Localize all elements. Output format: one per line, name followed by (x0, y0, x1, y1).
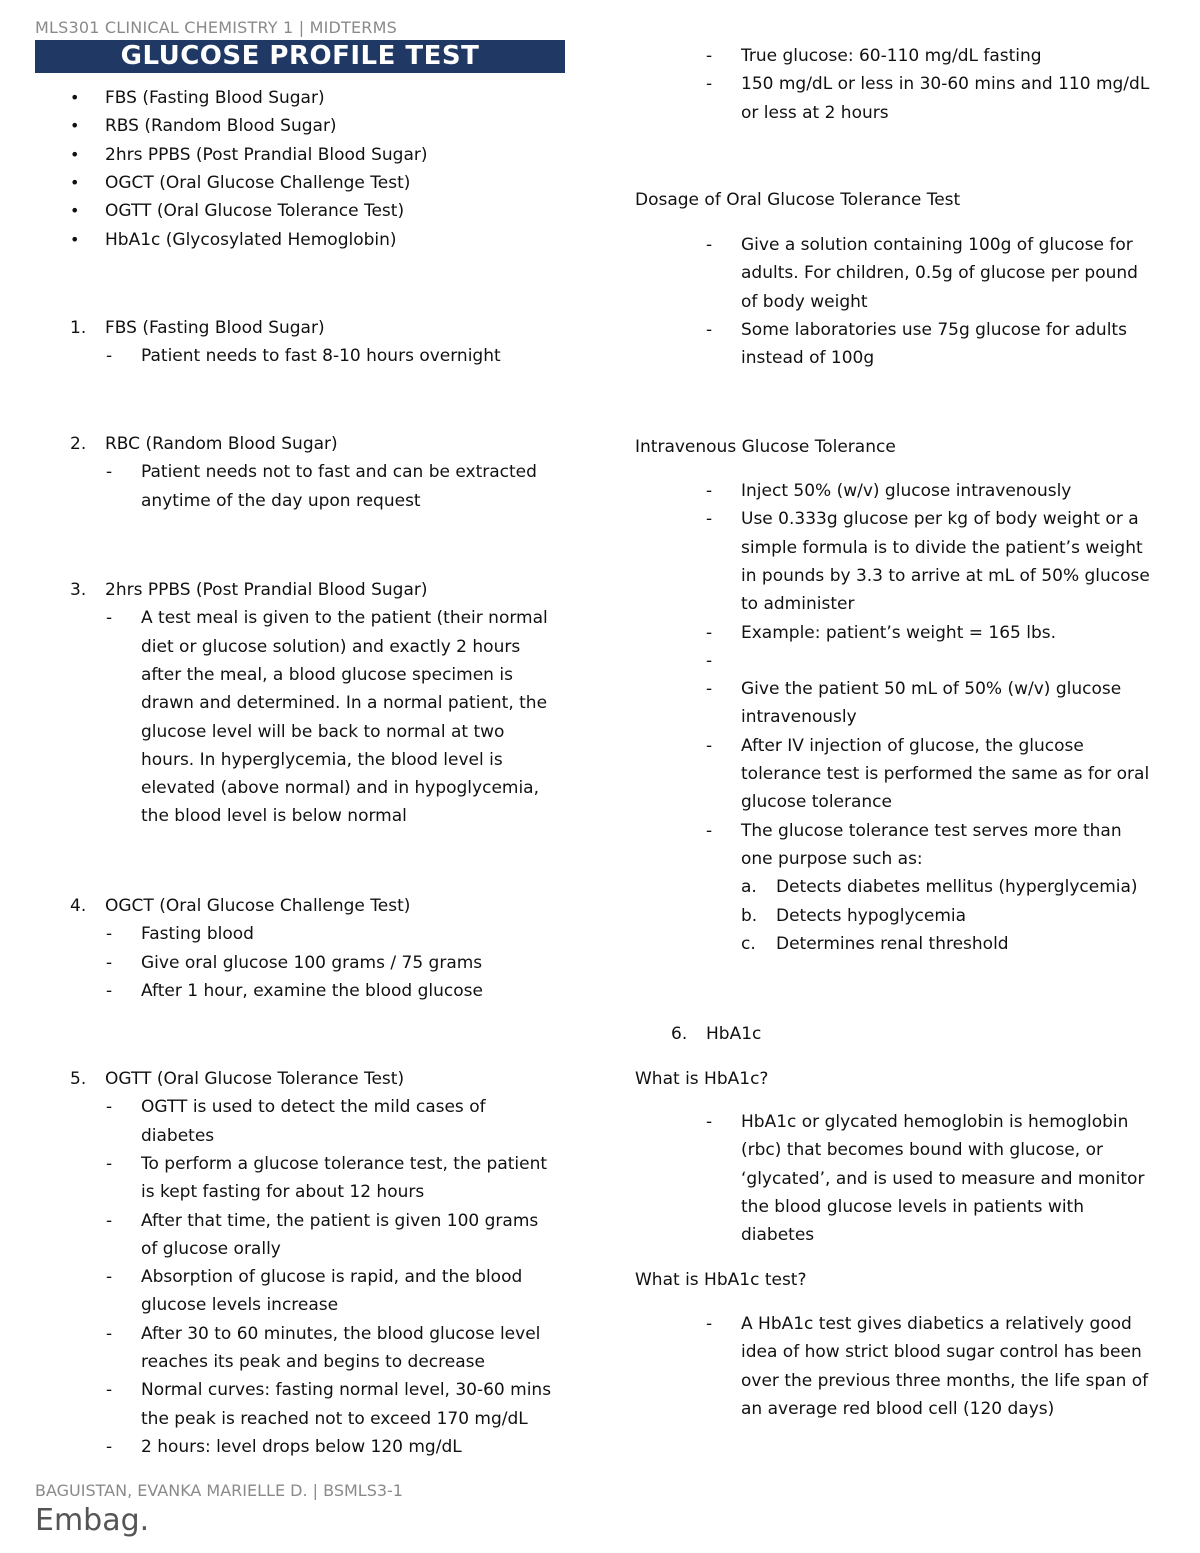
ogtt-values-item-text: True glucose: 60-110 mg/dL fasting (741, 46, 1042, 66)
iv-item-text: Give the patient 50 mL of 50% (w/v) glucose (741, 679, 1122, 700)
ppbs-item-text: A test meal is given to the patient (their normal (141, 608, 548, 629)
hba1c-answer-item-text: (rbc) that becomes bound with glucose, or (741, 1140, 1103, 1161)
dash-marker: - (106, 1210, 113, 1231)
ogct-item-text: Fasting blood (141, 924, 254, 945)
ppbs-item-text: after the meal, a blood glucose specimen is (141, 664, 513, 685)
iv-item-text: tolerance test is performed the same as for oral (741, 764, 1150, 784)
iv-item-text: Use 0.333g glucose per kg of body weight or a (741, 509, 1139, 530)
rbs-item-text: anytime of the day upon request (141, 490, 421, 511)
dash-marker: - (706, 235, 713, 255)
dosage-item-text: of body weight (741, 291, 868, 312)
iv-item-text: After IV injection of glucose, the glucose (741, 735, 1084, 756)
dash-marker: - (706, 481, 713, 501)
dash-marker: - (706, 1314, 713, 1334)
dash-marker: - (106, 924, 113, 945)
ogct-item-text: After 1 hour, examine the blood glucose (141, 980, 483, 1001)
hba1c-answer-item-text: the blood glucose levels in patients with (741, 1196, 1084, 1217)
bullet-dot: • (70, 88, 80, 107)
ogtt-title: OGTT (Oral Glucose Tolerance Test) (105, 1069, 405, 1089)
hba1c-test-question: What is HbA1c test? (635, 1270, 807, 1290)
dosage-heading: Dosage of Oral Glucose Tolerance Test (635, 190, 961, 210)
bullet-dot: • (70, 172, 80, 192)
dash-marker: - (706, 735, 713, 756)
hba1c-test-answer-item-text: A HbA1c test gives diabetics a relatively good (741, 1314, 1132, 1334)
ppbs-item-text: diet or glucose solution) and exactly 2 hours (141, 636, 521, 657)
bullet-dot: • (70, 144, 80, 164)
ogtt-values-item-text: 150 mg/dL or less in 30-60 mins and 110 mg/dL (741, 74, 1150, 95)
iv-item-text: one purpose such as: (741, 848, 923, 869)
ogtt-item-text: To perform a glucose tolerance test, the patient (141, 1153, 548, 1174)
fbs-item-text: Patient needs to fast 8-10 hours overnight (141, 346, 501, 367)
dash-marker: - (706, 622, 713, 643)
hba1c-question: What is HbA1c? (635, 1069, 769, 1089)
signature: Embag. (35, 1503, 150, 1538)
ogtt-item-text: After 30 to 60 minutes, the blood glucose level (141, 1323, 541, 1344)
hba1c-title: HbA1c (706, 1024, 762, 1044)
ogtt-item-text: is kept fasting for about 12 hours (141, 1182, 425, 1203)
dash-marker: - (106, 346, 113, 367)
iv-item-text: The glucose tolerance test serves more than (741, 820, 1122, 841)
hba1c-answer-item-text: diabetes (741, 1225, 815, 1246)
iv-heading: Intravenous Glucose Tolerance (635, 437, 896, 457)
ogtt-item-text: diabetes (141, 1125, 215, 1146)
iv-item-text: simple formula is to divide the patient’s weight (741, 537, 1143, 558)
dosage-item-text: Give a solution containing 100g of glucose for (741, 235, 1133, 255)
bullet-item: OGTT (Oral Glucose Tolerance Test) (105, 201, 405, 222)
ogtt-item-text: OGTT is used to detect the mild cases of (141, 1097, 486, 1118)
ogtt-number: 5. (70, 1069, 87, 1089)
hba1c-test-answer-item-text: over the previous three months, the life span of (741, 1370, 1149, 1391)
ogct-number: 4. (70, 896, 87, 916)
bullet-item: RBS (Random Blood Sugar) (105, 116, 337, 137)
dash-marker: - (706, 46, 713, 66)
ogtt-item-text: the peak is reached not to exceed 170 mg/dL (141, 1408, 528, 1429)
hba1c-number: 6. (671, 1024, 688, 1044)
iv-sub-text: Determines renal threshold (776, 933, 1009, 954)
page-title: GLUCOSE PROFILE TEST (35, 40, 565, 73)
ppbs-number: 3. (70, 580, 87, 600)
bullet-dot: • (70, 229, 80, 249)
bullet-dot: • (70, 201, 80, 221)
hba1c-test-answer-item-text: an average red blood cell (120 days) (741, 1398, 1055, 1419)
ppbs-item-text: the blood level is below normal (141, 806, 407, 827)
dash-marker: - (106, 1267, 113, 1288)
dash-marker: - (706, 1112, 713, 1132)
bullet-item: HbA1c (Glycosylated Hemoglobin) (105, 229, 397, 250)
ogtt-item-text: 2 hours: level drops below 120 mg/dL (141, 1436, 462, 1457)
iv-item-text: Inject 50% (w/v) glucose intravenously (741, 481, 1072, 501)
ogtt-item-text: After that time, the patient is given 100 grams (141, 1210, 539, 1231)
rbs-title: RBC (Random Blood Sugar) (105, 434, 338, 454)
dash-marker: - (106, 1323, 113, 1344)
bullet-item: OGCT (Oral Glucose Challenge Test) (105, 172, 411, 193)
iv-item-text: to administer (741, 594, 855, 615)
dash-marker: - (106, 952, 113, 973)
dash-marker: - (106, 462, 113, 483)
iv-item-text: in pounds by 3.3 to arrive at mL of 50% glucose (741, 565, 1150, 586)
ogtt-item-text: of glucose orally (141, 1238, 281, 1259)
iv-sub-text: Detects hypoglycemia (776, 905, 967, 926)
dash-marker: - (106, 1380, 113, 1401)
ppbs-item-text: elevated (above normal) and in hypoglycemia, (141, 778, 540, 799)
iv-sub-label: c. (741, 933, 756, 954)
rbs-item-text: Patient needs not to fast and can be extracted (141, 462, 537, 483)
iv-item-text: Example: patient’s weight = 165 lbs. (741, 622, 1057, 643)
ogtt-item-text: glucose levels increase (141, 1295, 339, 1316)
rbs-number: 2. (70, 434, 87, 454)
dash-marker: - (706, 679, 713, 700)
iv-sub-label: b. (741, 905, 758, 926)
bullet-item: 2hrs PPBS (Post Prandial Blood Sugar) (105, 144, 428, 165)
iv-item-text: glucose tolerance (741, 792, 892, 813)
ppbs-item-text: glucose level will be back to normal at two (141, 721, 505, 742)
ppbs-item-text: hours. In hyperglycemia, the blood level is (141, 749, 503, 770)
ogtt-values-item-text: or less at 2 hours (741, 102, 889, 123)
page-header: MLS301 CLINICAL CHEMISTRY 1 | MIDTERMS (35, 18, 397, 37)
iv-item-text: intravenously (741, 707, 857, 728)
dash-marker: - (106, 1097, 113, 1118)
page-footer: BAGUISTAN, EVANKA MARIELLE D. | BSMLS3-1 (35, 1481, 403, 1500)
dash-marker: - (706, 650, 713, 671)
ogct-item-text: Give oral glucose 100 grams / 75 grams (141, 952, 483, 973)
dash-marker: - (106, 608, 113, 629)
dash-marker: - (706, 509, 713, 530)
dash-marker: - (106, 1153, 113, 1174)
dash-marker: - (706, 820, 713, 841)
fbs-title: FBS (Fasting Blood Sugar) (105, 318, 325, 338)
ppbs-title: 2hrs PPBS (Post Prandial Blood Sugar) (105, 580, 428, 600)
dosage-item-text: instead of 100g (741, 348, 875, 369)
dash-marker: - (106, 1436, 113, 1457)
dash-marker: - (706, 319, 713, 340)
ogtt-item-text: Absorption of glucose is rapid, and the blood (141, 1267, 523, 1288)
ogtt-item-text: reaches its peak and begins to decrease (141, 1352, 485, 1372)
ogct-title: OGCT (Oral Glucose Challenge Test) (105, 896, 411, 916)
dash-marker: - (706, 74, 713, 95)
dosage-item-text: adults. For children, 0.5g of glucose per pound (741, 263, 1138, 284)
fbs-number: 1. (70, 318, 87, 338)
bullet-item: FBS (Fasting Blood Sugar) (105, 88, 325, 108)
iv-sub-text: Detects diabetes mellitus (hyperglycemia) (776, 877, 1138, 898)
ogtt-item-text: Normal curves: fasting normal level, 30-60 mins (141, 1380, 552, 1401)
bullet-dot: • (70, 116, 80, 136)
dosage-item-text: Some laboratories use 75g glucose for adults (741, 319, 1127, 340)
hba1c-answer-item-text: ‘glycated’, and is used to measure and monitor (741, 1168, 1145, 1189)
iv-sub-label: a. (741, 877, 757, 898)
hba1c-test-answer-item-text: idea of how strict blood sugar control has been (741, 1342, 1142, 1363)
dash-marker: - (106, 980, 113, 1001)
hba1c-answer-item-text: HbA1c or glycated hemoglobin is hemoglobin (741, 1112, 1129, 1132)
ppbs-item-text: drawn and determined. In a normal patient, the (141, 693, 548, 714)
